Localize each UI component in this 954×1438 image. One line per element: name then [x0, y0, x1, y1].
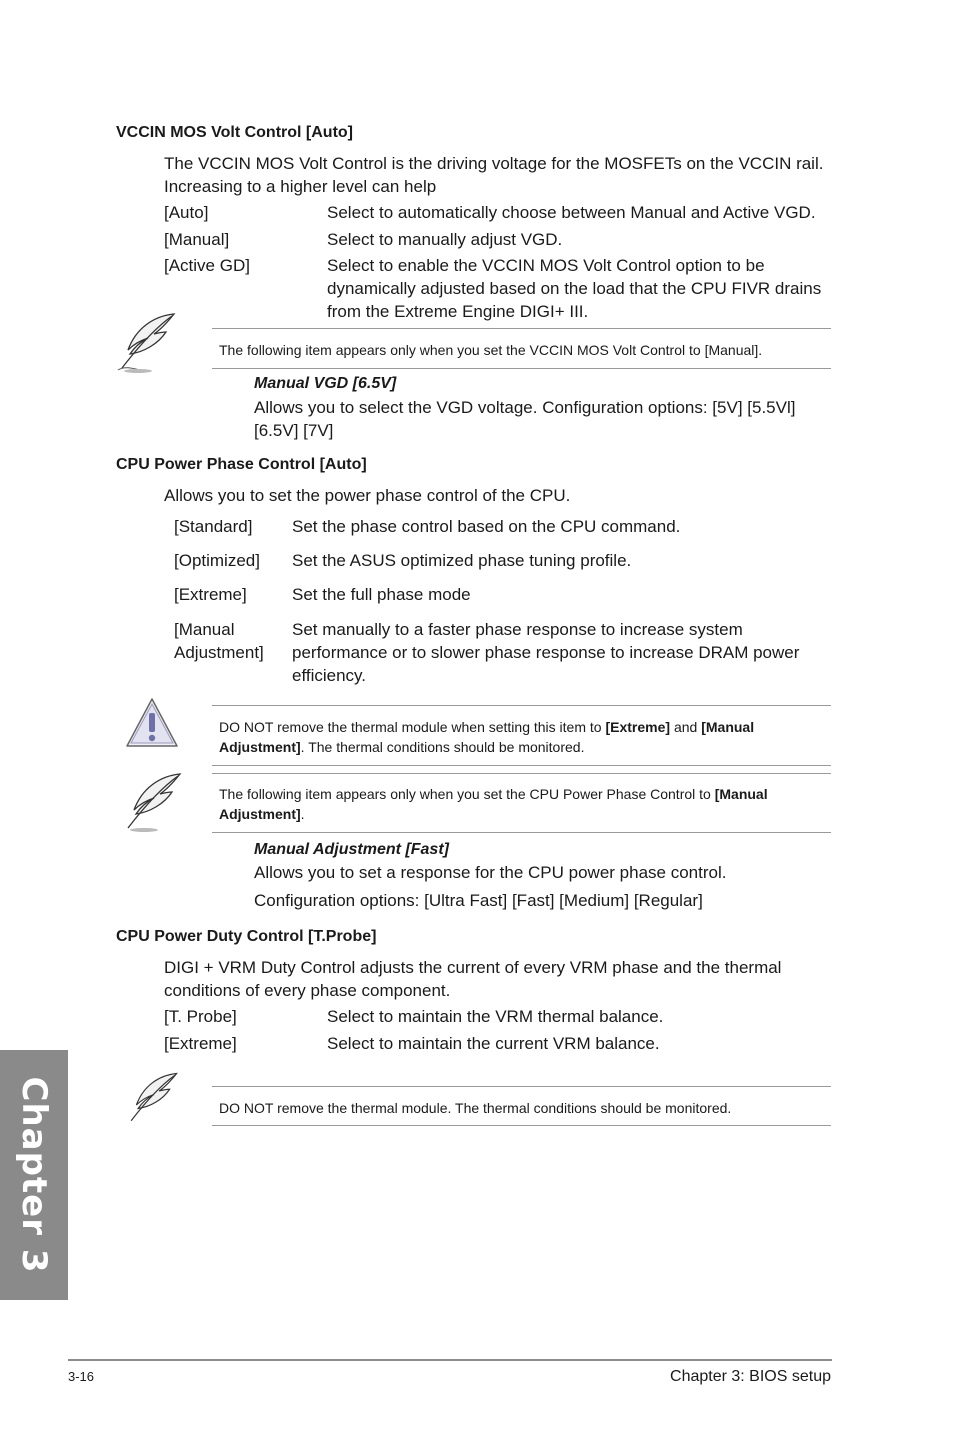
vccin-options-table: [164, 201, 834, 323]
option-row: [174, 549, 824, 583]
chapter-tab-label: Chapter 3: [14, 1076, 54, 1274]
note-text: The following item appears only when you set the CPU Power Phase Control to: [219, 786, 715, 802]
sub-heading-manual-vgd: Manual VGD [6.5V]: [254, 375, 397, 392]
option-desc: Select to maintain the current VRM balance.: [327, 1034, 660, 1053]
option-desc: Select to enable the VCCIN MOS Volt Control option to be dynamically adjusted based on the load that the CPU FIVR drains from the Extreme Engine DIGI+ III.: [327, 256, 822, 321]
sub-heading-manual-adjustment: Manual Adjustment [Fast]: [254, 841, 449, 858]
footer-rule: [68, 1359, 832, 1361]
warning-bottom-rule: [212, 765, 831, 766]
section-heading-vccin: VCCIN MOS Volt Control [Auto]: [116, 124, 353, 141]
option-desc: Select to maintain the VRM thermal balance.: [327, 1007, 664, 1026]
option-key: [Optimized]: [174, 551, 260, 570]
phase-options-table: [174, 515, 824, 687]
phase-warning: [219, 717, 824, 757]
warning-text: . The thermal conditions should be monitored.: [300, 739, 585, 755]
note-bold-manual: [Manual Adjustment]: [219, 786, 768, 822]
note-bottom-rule: [212, 832, 831, 833]
phase-description: Allows you to set the power phase control of the CPU.: [164, 486, 571, 505]
option-desc: Set the phase control based on the CPU command.: [292, 517, 681, 536]
warning-triangle-icon: [124, 696, 180, 750]
option-key: [T. Probe]: [164, 1007, 237, 1026]
warning-text: DO NOT remove the thermal module when setting this item to: [219, 719, 606, 735]
vccin-description: The VCCIN MOS Volt Control is the driving voltage for the MOSFETs on the VCCIN rail. Increasing to a higher level can help: [164, 154, 824, 196]
option-row: [164, 1032, 834, 1055]
note-top-rule: [212, 1086, 831, 1087]
feather-pen-icon: [120, 770, 186, 834]
feather-pen-icon: [120, 1070, 186, 1126]
section-heading-duty: CPU Power Duty Control [T.Probe]: [116, 928, 377, 945]
feather-pen-icon: [114, 310, 180, 374]
section-heading-phase: CPU Power Phase Control [Auto]: [116, 456, 367, 473]
warning-bold-extreme: [Extreme]: [605, 719, 671, 735]
note-top-rule: [212, 773, 831, 774]
manual-adjustment-description: Allows you to set a response for the CPU power phase control.: [254, 863, 727, 882]
option-desc: Select to manually adjust VGD.: [327, 230, 563, 249]
note-top-rule: [212, 328, 831, 329]
option-key: [Extreme]: [174, 585, 247, 604]
phase-note: [219, 784, 824, 824]
note-bottom-rule: [212, 368, 831, 369]
warning-top-rule: [212, 705, 831, 706]
option-row: [164, 228, 834, 254]
option-desc: Set the full phase mode: [292, 585, 471, 604]
option-key: [Standard]: [174, 517, 253, 536]
footer-chapter-title: Chapter 3: BIOS setup: [670, 1368, 831, 1385]
duty-description: DIGI + VRM Duty Control adjusts the current of every VRM phase and the thermal conditions of every phase component.: [164, 958, 782, 1000]
option-desc: Select to automatically choose between Manual and Active VGD.: [327, 203, 816, 222]
note-bottom-rule: [212, 1125, 831, 1126]
manual-adjustment-config: Configuration options: [Ultra Fast] [Fast] [Medium] [Regular]: [254, 891, 703, 910]
page-number: 3-16: [68, 1369, 95, 1384]
option-key: [Manual Adjustment]: [174, 620, 264, 662]
option-row: [164, 1005, 834, 1032]
option-row: [174, 515, 824, 549]
duty-note: DO NOT remove the thermal module. The thermal conditions should be monitored.: [219, 1100, 732, 1116]
note-text: .: [300, 806, 305, 822]
option-key: [Active GD]: [164, 256, 250, 275]
option-row: [164, 254, 834, 323]
option-key: [Manual]: [164, 230, 230, 249]
option-desc: Set the ASUS optimized phase tuning profile.: [292, 551, 632, 570]
option-row: [174, 583, 824, 618]
warning-text: and: [670, 719, 702, 735]
vccin-note: The following item appears only when you set the VCCIN MOS Volt Control to [Manual].: [219, 342, 763, 358]
option-row: [174, 618, 824, 687]
warning-bold-manual: [Manual Adjustment]: [219, 719, 755, 755]
option-desc: Set manually to a faster phase response to increase system performance or to slower phase response to increase DRAM power efficiency.: [292, 620, 800, 685]
chapter-side-tab: [0, 1050, 68, 1300]
duty-options-table: [164, 1005, 834, 1055]
option-key: [Auto]: [164, 203, 209, 222]
manual-vgd-description: Allows you to select the VGD voltage. Configuration options: [5V] [5.5Vl] [6.5V] [7V]: [254, 398, 796, 440]
option-key: [Extreme]: [164, 1034, 237, 1053]
option-row: [164, 201, 834, 228]
